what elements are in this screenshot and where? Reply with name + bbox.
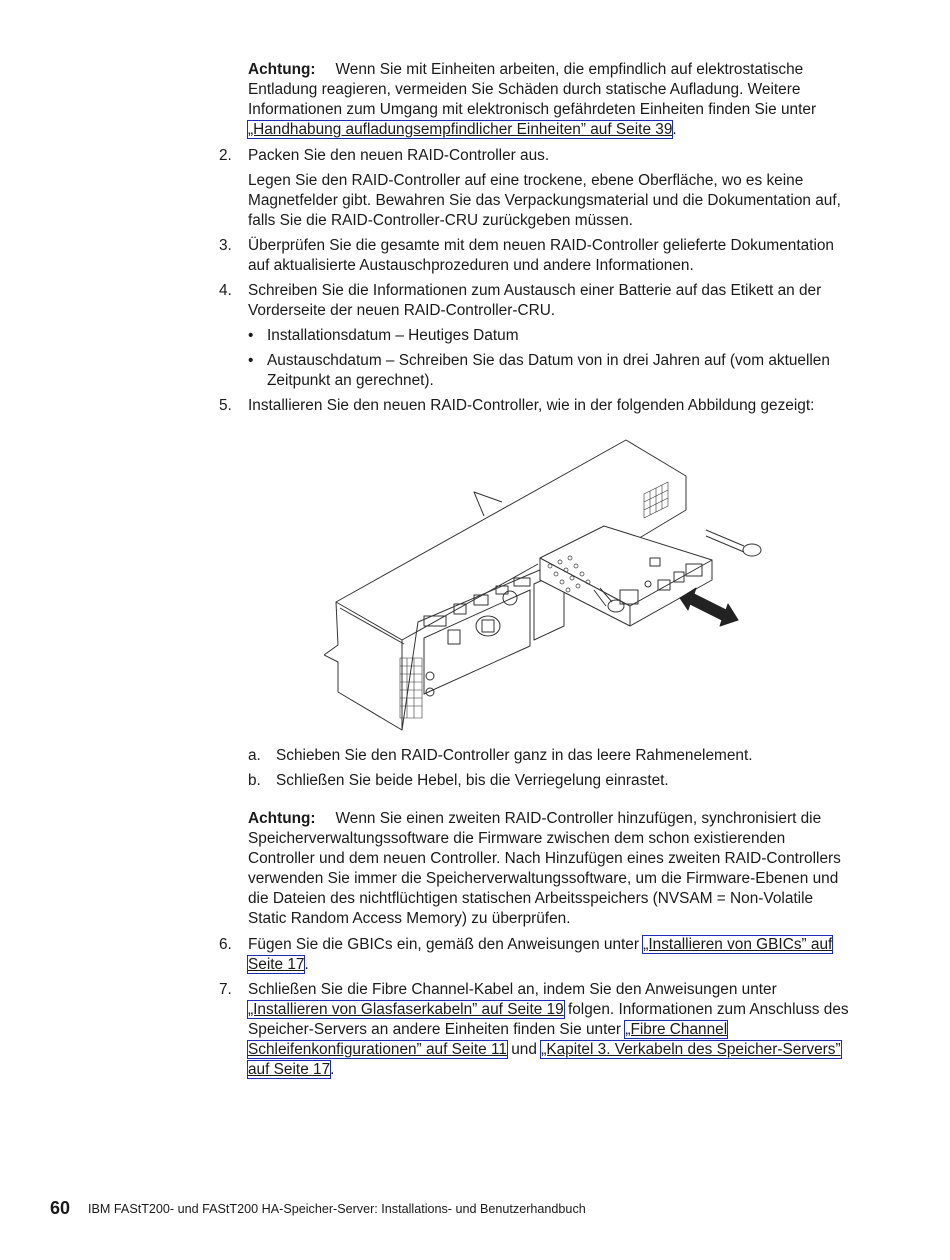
step-number: 4. bbox=[219, 282, 232, 299]
step-6: 6. Fügen Sie die GBICs ein, gemäß den Anweisungen unter „Installieren von GBICs” auf Seite 17. bbox=[219, 936, 833, 973]
step-7: 7. Schließen Sie die Fibre Channel-Kabel an, indem Sie den Anweisungen unter „Installieren von Glasfaserkabeln” auf Seite 19 folgen. Informationen zum Anschluss des Speicher-Servers an andere Einheiten finden Sie unter „Fibre Channel Schleifenkonfigurationen” auf Seite 11 und „Kapitel 3. Verkabeln des Speicher-Servers” auf Seite 17. bbox=[219, 981, 849, 1078]
substep-text: Schieben Sie den RAID-Controller ganz in das leere Rahmenelement. bbox=[276, 747, 753, 764]
bullet-item: • Austauschdatum – Schreiben Sie das Datum von in drei Jahren auf (vom aktuellen Zeitpunkt an gerechnet). bbox=[248, 352, 830, 389]
step-text: Fügen Sie die GBICs ein, gemäß den Anweisungen unter bbox=[248, 936, 644, 953]
page-content bbox=[219, 60, 852, 1085]
link-installieren-gbics[interactable]: „Installieren von GBICs” auf Seite 17 bbox=[248, 936, 833, 973]
substep-text: Schließen Sie beide Hebel, bis die Verriegelung einrastet. bbox=[276, 772, 669, 789]
link-glasfaserkabel[interactable]: „Installieren von Glasfaserkabeln” auf Seite 19 bbox=[248, 1001, 564, 1018]
step-text: Schreiben Sie die Informationen zum Austausch einer Batterie auf das Etikett an der Vorderseite der neuen RAID-Controller-CRU. bbox=[248, 282, 822, 319]
step-text: Überprüfen Sie die gesamte mit dem neuen RAID-Controller gelieferte Dokumentation auf aktualisierte Austauschprozeduren und andere Informationen. bbox=[248, 237, 834, 274]
step-3 bbox=[219, 236, 852, 276]
step-number: 3. bbox=[219, 237, 232, 254]
page-number: 60 bbox=[50, 1198, 71, 1218]
bullet-icon: • bbox=[248, 352, 254, 369]
link-kapitel-3[interactable]: „Kapitel 3. Verkabeln des Speicher-Servers” auf Seite 17 bbox=[248, 1041, 841, 1078]
step-2 bbox=[219, 146, 852, 231]
raid-controller-install-illustration bbox=[324, 430, 764, 736]
substep-letter: b. bbox=[248, 772, 261, 789]
attention-label: Achtung: bbox=[248, 810, 316, 827]
link-handhabung[interactable]: „Handhabung aufladungsempfindlicher Einheiten” auf Seite 39 bbox=[248, 121, 673, 138]
attention-note-firmware bbox=[248, 809, 852, 929]
step-text: Packen Sie den neuen RAID-Controller aus. bbox=[248, 147, 550, 164]
step-number: 7. bbox=[219, 981, 232, 998]
attention-note-esd: Achtung: Wenn Sie mit Einheiten arbeiten, die empfindlich auf elektrostatische Entladung reagieren, vermeiden Sie Schäden durch statische Aufladung. Weitere Informationen zum Umgang mit elektronisch gefährdeten Einheiten finden Sie unter „Handhabung aufladungsempfindlicher Einheiten” auf Seite 39. bbox=[248, 61, 817, 138]
step-number: 2. bbox=[219, 147, 232, 164]
bullet-item: • Installationsdatum – Heutiges Datum bbox=[248, 327, 519, 344]
footer-title: IBM FAStT200- und FAStT200 HA-Speicher-Server: Installations- und Benutzerhandbuch bbox=[88, 1202, 586, 1216]
step-detail: Legen Sie den RAID-Controller auf eine trockene, ebene Oberfläche, wo es keine Magnetfelder gibt. Bewahren Sie das Verpackungsmaterial und die Dokumentation auf, falls Sie die RAID-Controller-CRU zurückgeben müssen. bbox=[248, 172, 841, 229]
step-4 bbox=[219, 281, 852, 391]
substep-letter: a. bbox=[248, 747, 261, 764]
link-schleifenkonfigurationen[interactable]: „Fibre Channel Schleifenkonfigurationen” auf Seite 11 bbox=[248, 1021, 728, 1058]
attention-text: Wenn Sie mit Einheiten arbeiten, die empfindlich auf elektrostatische Entladung reagieren, vermeiden Sie Schäden durch statische Aufladung. Weitere Informationen zum Umgang mit elektronisch gefährdeten Einheiten finden Sie unter bbox=[248, 61, 817, 118]
attention-label: Achtung: bbox=[248, 61, 316, 78]
bullet-icon: • bbox=[248, 327, 254, 344]
substep-b bbox=[248, 771, 852, 791]
step-5 bbox=[219, 396, 852, 791]
attention-text: Wenn Sie einen zweiten RAID-Controller hinzufügen, synchronisiert die Speicherverwaltungssoftware die Firmware zwischen dem schon existierenden Controller und dem neuen Controller. Nach Hinzufügen eines zweiten RAID-Controllers verwenden Sie immer die Speicherverwaltungssoftware, um die Firmware-Ebenen und die Dateien des nichtflüchtigen statischen Arbeitsspeichers (NVSAM = Non-Volatile Static Random Access Memory) zu überprüfen. bbox=[248, 810, 841, 927]
page-footer bbox=[50, 1198, 586, 1219]
step-text: Installieren Sie den neuen RAID-Controller, wie in der folgenden Abbildung gezeigt: bbox=[248, 397, 815, 414]
substep-a bbox=[248, 746, 852, 766]
step-number: 6. bbox=[219, 936, 232, 953]
step-number: 5. bbox=[219, 397, 232, 414]
